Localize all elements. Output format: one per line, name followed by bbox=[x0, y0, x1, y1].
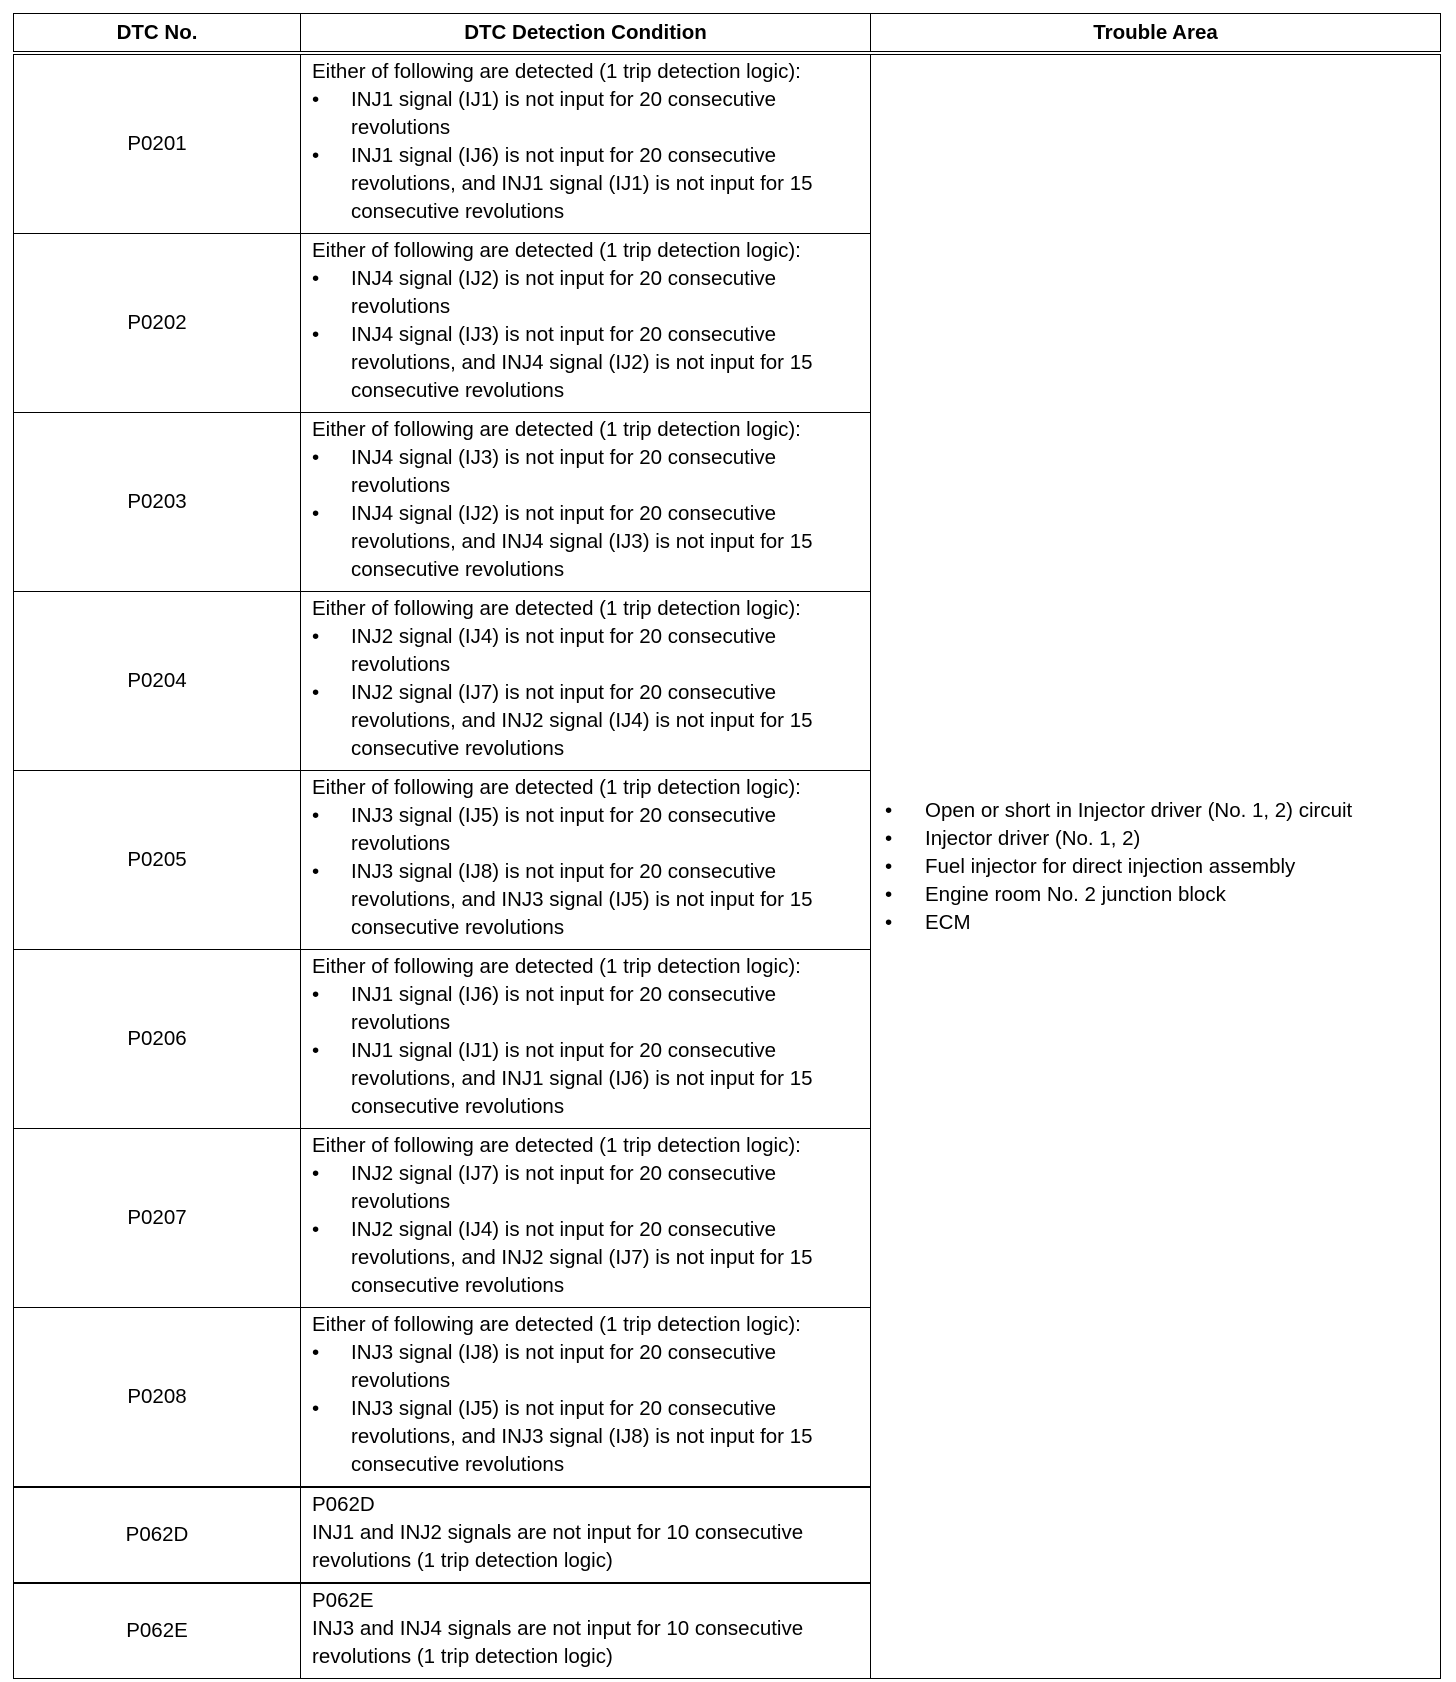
dtc-code: P0203 bbox=[14, 413, 301, 592]
condition-intro: P062E bbox=[312, 1589, 374, 1612]
dtc-row-p0201 bbox=[14, 53, 1441, 234]
condition-list bbox=[312, 1339, 860, 1479]
trouble-area-item: • Fuel injector for direct injection assembly bbox=[885, 853, 1430, 881]
detection-condition bbox=[301, 1129, 871, 1308]
condition-item: • INJ4 signal (IJ3) is not input for 20 consecutive revolutions bbox=[312, 444, 860, 500]
condition-list bbox=[312, 265, 860, 405]
condition-intro: Either of following are detected (1 trip detection logic): bbox=[312, 239, 801, 262]
header-row bbox=[14, 14, 1441, 54]
condition-item: • INJ4 signal (IJ2) is not input for 20 consecutive revolutions, and INJ4 signal (IJ3) is not input for 15 consecutive revolutions bbox=[312, 500, 860, 584]
condition-intro: Either of following are detected (1 trip detection logic): bbox=[312, 1134, 801, 1157]
condition-item: • INJ2 signal (IJ4) is not input for 20 consecutive revolutions bbox=[312, 623, 860, 679]
condition-intro: Either of following are detected (1 trip detection logic): bbox=[312, 1313, 801, 1336]
condition-item: • INJ1 signal (IJ6) is not input for 20 consecutive revolutions bbox=[312, 981, 860, 1037]
condition-intro: Either of following are detected (1 trip detection logic): bbox=[312, 418, 801, 441]
condition-intro: P062D bbox=[312, 1493, 375, 1516]
detection-condition bbox=[301, 1487, 871, 1583]
condition-item: • INJ3 signal (IJ5) is not input for 20 consecutive revolutions bbox=[312, 802, 860, 858]
header-dtc-no: DTC No. bbox=[14, 14, 301, 54]
dtc-code: P0208 bbox=[14, 1308, 301, 1488]
detection-condition bbox=[301, 592, 871, 771]
detection-condition bbox=[301, 53, 871, 234]
condition-item: • INJ4 signal (IJ2) is not input for 20 consecutive revolutions bbox=[312, 265, 860, 321]
header-trouble-area: Trouble Area bbox=[871, 14, 1441, 54]
condition-item: • INJ4 signal (IJ3) is not input for 20 consecutive revolutions, and INJ4 signal (IJ2) is not input for 15 consecutive revolutions bbox=[312, 321, 860, 405]
condition-item: • INJ1 signal (IJ6) is not input for 20 consecutive revolutions, and INJ1 signal (IJ1) is not input for 15 consecutive revolutions bbox=[312, 142, 860, 226]
dtc-code: P0204 bbox=[14, 592, 301, 771]
dtc-code: P0206 bbox=[14, 950, 301, 1129]
condition-intro: Either of following are detected (1 trip detection logic): bbox=[312, 776, 801, 799]
condition-list bbox=[312, 981, 860, 1121]
trouble-area-item: • ECM bbox=[885, 909, 1430, 937]
condition-intro: Either of following are detected (1 trip detection logic): bbox=[312, 60, 801, 83]
condition-item: • INJ3 signal (IJ8) is not input for 20 consecutive revolutions bbox=[312, 1339, 860, 1395]
condition-item: • INJ1 signal (IJ1) is not input for 20 consecutive revolutions, and INJ1 signal (IJ6) is not input for 15 consecutive revolutions bbox=[312, 1037, 860, 1121]
condition-text: INJ1 and INJ2 signals are not input for 10 consecutive revolutions (1 trip detection logic) bbox=[312, 1521, 804, 1572]
trouble-area-list bbox=[885, 797, 1430, 937]
detection-condition bbox=[301, 950, 871, 1129]
dtc-code: P062D bbox=[14, 1487, 301, 1583]
dtc-code: P0207 bbox=[14, 1129, 301, 1308]
detection-condition bbox=[301, 1308, 871, 1488]
condition-item: • INJ2 signal (IJ7) is not input for 20 consecutive revolutions bbox=[312, 1160, 860, 1216]
dtc-code: P0201 bbox=[14, 53, 301, 234]
dtc-code: P062E bbox=[14, 1583, 301, 1679]
condition-list bbox=[312, 623, 860, 763]
trouble-area-cell bbox=[871, 53, 1441, 1679]
detection-condition bbox=[301, 771, 871, 950]
trouble-area-item: • Open or short in Injector driver (No. 1, 2) circuit bbox=[885, 797, 1430, 825]
condition-intro: Either of following are detected (1 trip detection logic): bbox=[312, 955, 801, 978]
condition-item: • INJ1 signal (IJ1) is not input for 20 consecutive revolutions bbox=[312, 86, 860, 142]
dtc-code: P0205 bbox=[14, 771, 301, 950]
detection-condition bbox=[301, 234, 871, 413]
detection-condition bbox=[301, 1583, 871, 1679]
condition-list bbox=[312, 1160, 860, 1300]
trouble-area-item: • Injector driver (No. 1, 2) bbox=[885, 825, 1430, 853]
dtc-table bbox=[13, 13, 1441, 1679]
detection-condition bbox=[301, 413, 871, 592]
condition-item: • INJ2 signal (IJ7) is not input for 20 consecutive revolutions, and INJ2 signal (IJ4) is not input for 15 consecutive revolutions bbox=[312, 679, 860, 763]
condition-list bbox=[312, 802, 860, 942]
dtc-code: P0202 bbox=[14, 234, 301, 413]
condition-list bbox=[312, 444, 860, 584]
condition-item: • INJ3 signal (IJ5) is not input for 20 consecutive revolutions, and INJ3 signal (IJ8) is not input for 15 consecutive revolutions bbox=[312, 1395, 860, 1479]
condition-intro: Either of following are detected (1 trip detection logic): bbox=[312, 597, 801, 620]
condition-text: INJ3 and INJ4 signals are not input for 10 consecutive revolutions (1 trip detection logic) bbox=[312, 1617, 804, 1668]
condition-item: • INJ3 signal (IJ8) is not input for 20 consecutive revolutions, and INJ3 signal (IJ5) is not input for 15 consecutive revolutions bbox=[312, 858, 860, 942]
condition-list bbox=[312, 86, 860, 226]
trouble-area-item: • Engine room No. 2 junction block bbox=[885, 881, 1430, 909]
condition-item: • INJ2 signal (IJ4) is not input for 20 consecutive revolutions, and INJ2 signal (IJ7) is not input for 15 consecutive revolutions bbox=[312, 1216, 860, 1300]
header-detection-condition: DTC Detection Condition bbox=[301, 14, 871, 54]
